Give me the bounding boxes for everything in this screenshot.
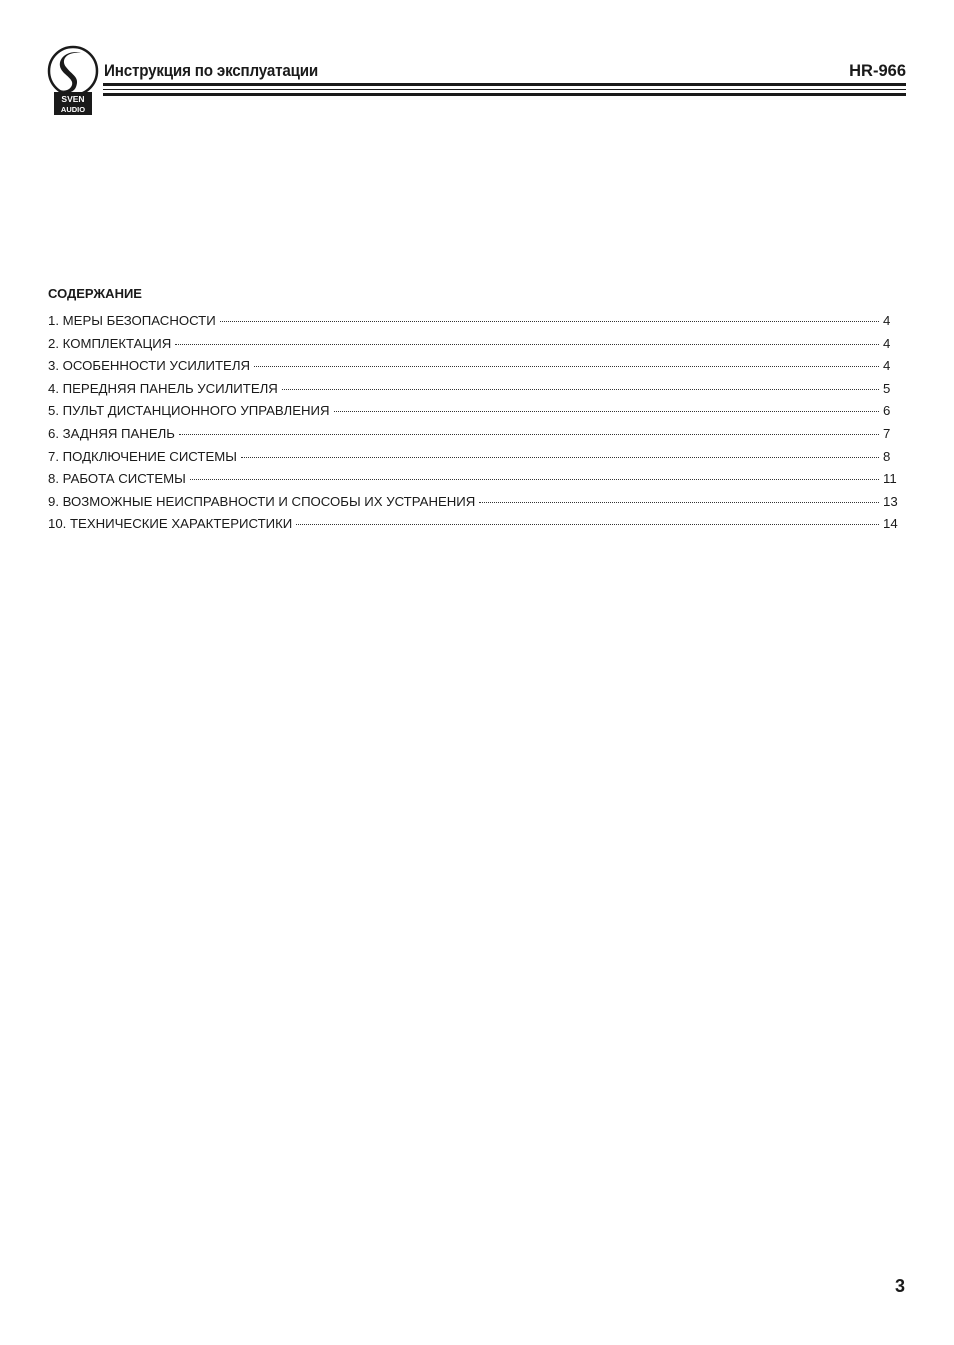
- toc-entry-title: 10. ТЕХНИЧЕСКИЕ ХАРАКТЕРИСТИКИ: [48, 516, 293, 532]
- toc-entry-page: 13: [883, 493, 898, 509]
- svg-text:AUDIO: AUDIO: [60, 105, 86, 114]
- header-rule-middle: [103, 89, 906, 90]
- header-rule-bottom: [103, 93, 906, 96]
- toc-entry-page: 6: [883, 403, 891, 419]
- toc-entry-title: 7. ПОДКЛЮЧЕНИЕ СИСТЕМЫ: [48, 448, 237, 464]
- toc-entry[interactable]: [48, 355, 900, 378]
- sven-audio-logo: [46, 45, 100, 117]
- toc-entry[interactable]: [48, 446, 900, 469]
- toc-entry-page: 14: [883, 516, 898, 532]
- toc-entry-title: 2. КОМПЛЕКТАЦИЯ: [48, 335, 172, 351]
- toc-entry[interactable]: [48, 378, 900, 401]
- toc-leader-dots: [175, 344, 879, 345]
- toc-entry-page: 8: [883, 448, 891, 464]
- toc-leader-dots: [179, 434, 879, 435]
- toc-entry-page: 7: [883, 425, 891, 441]
- toc-leader-dots: [282, 389, 879, 390]
- toc-entry[interactable]: [48, 333, 900, 356]
- toc-entry-page: 4: [883, 358, 891, 374]
- toc-entry-title: 8. РАБОТА СИСТЕМЫ: [48, 471, 186, 487]
- toc-leader-dots: [296, 524, 879, 525]
- toc-leader-dots: [254, 366, 879, 367]
- toc-heading: СОДЕРЖАНИЕ: [48, 286, 142, 301]
- toc-leader-dots: [334, 411, 879, 412]
- table-of-contents: [48, 285, 900, 536]
- toc-entry-title: 9. ВОЗМОЖНЫЕ НЕИСПРАВНОСТИ И СПОСОБЫ ИХ УСТРАНЕНИЯ: [48, 493, 476, 509]
- toc-entry-title: 1. МЕРЫ БЕЗОПАСНОСТИ: [48, 313, 216, 328]
- header-rule-top: [103, 83, 906, 86]
- toc-leader-dots: [241, 457, 879, 458]
- toc-leader-dots: [190, 479, 879, 480]
- model-number: HR-966: [849, 62, 906, 80]
- toc-entry-page: 5: [883, 380, 891, 396]
- toc-entry-title: 3. ОСОБЕННОСТИ УСИЛИТЕЛЯ: [48, 358, 250, 374]
- toc-leader-dots: [220, 321, 879, 322]
- toc-entry-page: 4: [883, 313, 891, 328]
- toc-entry[interactable]: [48, 513, 900, 536]
- toc-entry[interactable]: [48, 400, 900, 423]
- toc-entry[interactable]: [48, 491, 900, 514]
- toc-entry-title: 5. ПУЛЬТ ДИСТАНЦИОННОГО УПРАВЛЕНИЯ: [48, 403, 330, 419]
- page-number: 3: [894, 1276, 905, 1296]
- toc-entry-page: 11: [883, 471, 897, 487]
- toc-entry-title: 4. ПЕРЕДНЯЯ ПАНЕЛЬ УСИЛИТЕЛЯ: [48, 380, 278, 396]
- toc-entry[interactable]: [48, 468, 900, 491]
- document-title: Инструкция по эксплуатации: [104, 62, 319, 80]
- toc-entry-title: 6. ЗАДНЯЯ ПАНЕЛЬ: [48, 425, 175, 441]
- toc-entry[interactable]: [48, 310, 900, 333]
- toc-list: [48, 310, 900, 536]
- toc-entry[interactable]: [48, 423, 900, 446]
- toc-leader-dots: [479, 502, 879, 503]
- svg-text:SVEN: SVEN: [61, 94, 85, 104]
- toc-entry-page: 4: [883, 335, 891, 351]
